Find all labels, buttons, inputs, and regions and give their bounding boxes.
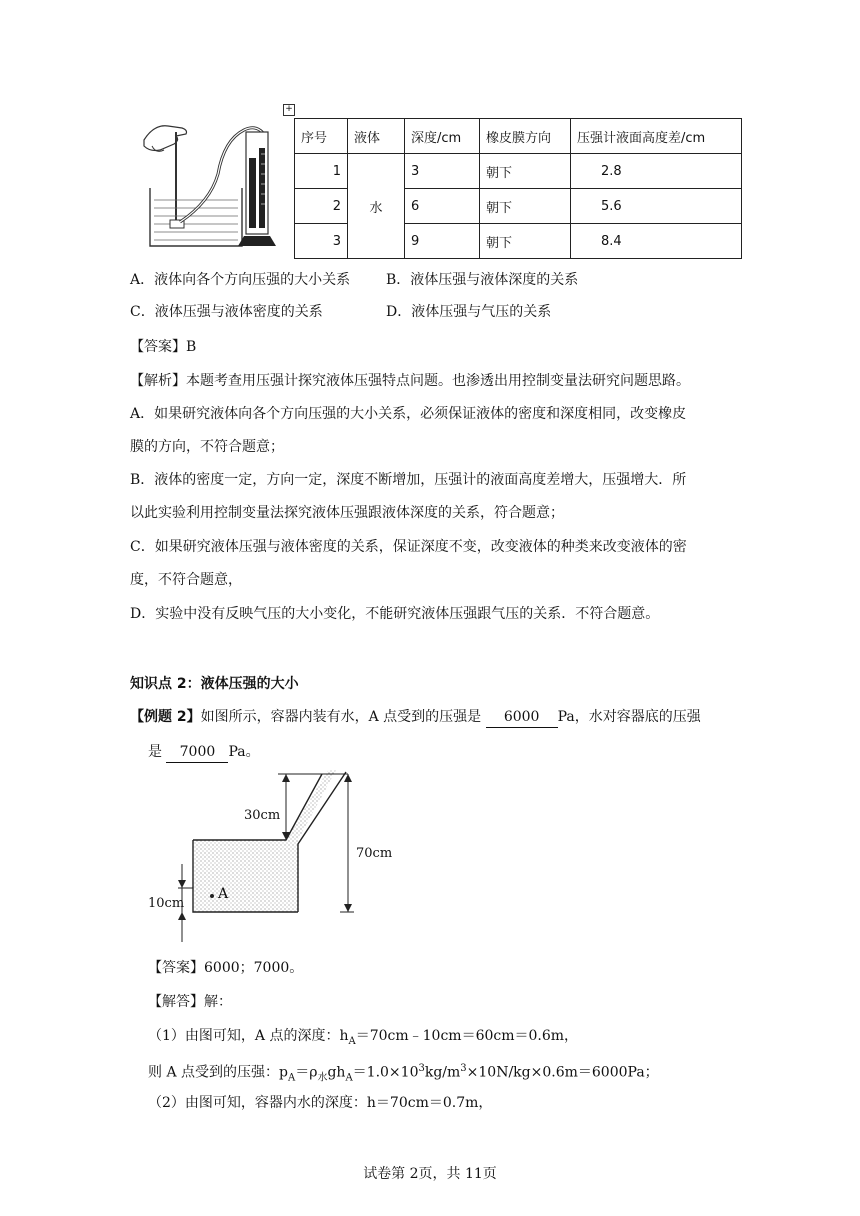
experiment-table	[294, 118, 742, 259]
step-text: ×10N/kg×0.6m＝6000Pa；	[466, 1064, 659, 1081]
solution-step-3: （2）由图可知，容器内水的深度：h＝70cm＝0.7m，	[148, 1095, 493, 1111]
step-text: ＝1.0×10	[352, 1064, 419, 1081]
cell-direction: 朝下	[480, 189, 571, 224]
example-2-line-1	[130, 707, 701, 728]
label-point-a: A	[218, 886, 229, 902]
label-10cm: 10cm	[148, 896, 185, 911]
answer-2: 【答案】6000；7000。	[148, 960, 304, 976]
pressure-gauge-figure	[130, 108, 280, 254]
step-text: ＝ρ	[295, 1064, 318, 1081]
option-c: C．液体压强与液体密度的关系	[130, 304, 323, 320]
header-direction: 橡皮膜方向	[480, 119, 571, 154]
step-sub: A	[345, 1072, 353, 1084]
label-70cm: 70cm	[356, 846, 393, 861]
cell-depth: 3	[405, 154, 480, 189]
option-b: B．液体压强与液体深度的关系	[386, 272, 579, 288]
solution-step-2	[148, 1059, 659, 1088]
answer-blank-1: 6000	[486, 707, 558, 728]
analysis-line: B．液体的密度一定，方向一定，深度不断增加，压强计的液面高度差增大，压强增大．所	[130, 472, 687, 488]
header-depth: 深度/cm	[405, 119, 480, 154]
example-text: Pa。	[228, 744, 260, 760]
section-heading: 知识点 2：液体压强的大小	[130, 676, 299, 692]
container-diagram	[148, 764, 384, 944]
cell-direction: 朝下	[480, 224, 571, 259]
step-sup: 3	[418, 1063, 425, 1074]
cell-height-diff: 2.8	[571, 154, 742, 189]
label-30cm: 30cm	[244, 808, 281, 823]
analysis-line: 膜的方向，不符合题意；	[130, 439, 284, 455]
step-text: （1）由图可知，A 点的深度：h	[148, 1028, 349, 1044]
analysis-line: 度，不符合题意，	[130, 572, 242, 588]
cell-no: 3	[295, 224, 348, 259]
cell-no: 2	[295, 189, 348, 224]
cell-depth: 9	[405, 224, 480, 259]
step-sub: A	[287, 1072, 296, 1084]
step-text: gh	[327, 1064, 346, 1081]
solution-step-1	[148, 1026, 578, 1052]
answer-blank-2: 7000	[166, 742, 228, 763]
option-d: D．液体压强与气压的关系	[386, 304, 552, 320]
header-height-diff: 压强计液面高度差/cm	[571, 119, 742, 154]
example-text: 是	[148, 744, 162, 760]
cell-liquid: 水	[348, 154, 405, 259]
analysis-line: A．如果研究液体向各个方向压强的大小关系，必须保证液体的密度和深度相同，改变橡皮	[130, 406, 687, 422]
example-text: Pa，水对容器底的压强	[557, 709, 701, 725]
cell-depth: 6	[405, 189, 480, 224]
analysis-line: C．如果研究液体压强与液体密度的关系，保证深度不变，改变液体的种类来改变液体的密	[130, 539, 687, 555]
step-sup: 3	[460, 1063, 467, 1074]
cell-height-diff: 8.4	[571, 224, 742, 259]
table-header-row	[295, 119, 742, 154]
option-a: A．液体向各个方向压强的大小关系	[130, 272, 351, 288]
example-label: 【例题 2】	[130, 709, 201, 725]
step-sub: A	[348, 1035, 356, 1047]
analysis-line: D．实验中没有反映气压的大小变化，不能研究液体压强跟气压的关系．不符合题意。	[130, 606, 660, 622]
step-sub: 水	[317, 1072, 328, 1084]
page-footer: 试卷第 2页，共 11页	[363, 1166, 497, 1182]
cell-height-diff: 5.6	[571, 189, 742, 224]
example-text: 如图所示，容器内装有水，A 点受到的压强是	[200, 709, 482, 725]
solution-label: 【解答】解：	[148, 994, 232, 1010]
step-text: kg/m	[424, 1064, 461, 1081]
table-move-handle-icon: +	[283, 104, 295, 116]
container-figure	[148, 764, 393, 944]
header-liquid: 液体	[348, 119, 405, 154]
analysis-line: 以此实验利用控制变量法探究液体压强跟液体深度的关系，符合题意；	[130, 505, 564, 521]
step-text: 则 A 点受到的压强：p	[148, 1064, 288, 1081]
analysis-line: 【解析】本题考查用压强计探究液体压强特点问题。也渗透出用控制变量法研究问题思路。	[130, 373, 690, 389]
table-row	[295, 154, 742, 189]
step-text: ＝70cm﹣10cm＝60cm＝0.6m，	[355, 1028, 579, 1044]
header-no: 序号	[295, 119, 348, 154]
example-2-line-2	[148, 742, 260, 763]
answer-1: 【答案】B	[130, 339, 197, 355]
cell-no: 1	[295, 154, 348, 189]
cell-direction: 朝下	[480, 154, 571, 189]
